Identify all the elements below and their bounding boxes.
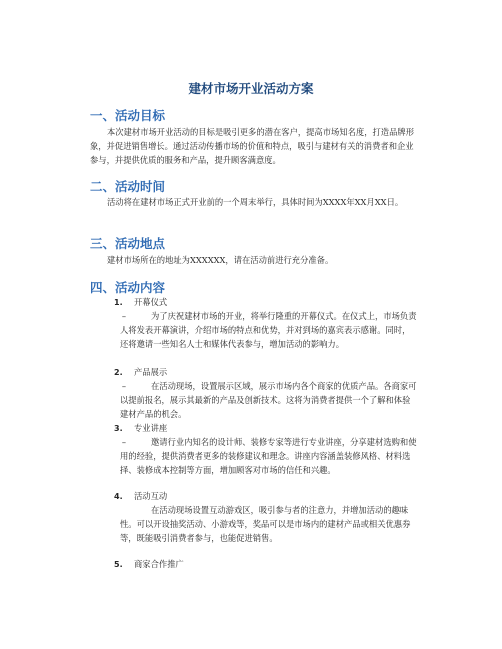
section-heading-location: 三、活动地点 [90,236,166,251]
dash-bullet: – [121,437,127,447]
list-item-detail-text: 在活动现场设置互动游戏区，吸引参与者的注意力，并增加活动的趣味性。可以开设抽奖活动、小游戏等，奖品可以是市场内的建材产品或相关优惠券等，既能吸引消费者参与，也能促进销售。 [120,505,411,543]
list-item-label: 商家合作推广 [134,559,184,569]
list-item-number: 4. [114,492,123,501]
section-heading-time: 二、活动时间 [90,179,166,194]
document-title: 建材市场开业活动方案 [188,81,314,96]
list-item-detail [120,380,418,421]
list-item-detail [120,436,418,477]
list-item-detail [120,504,418,545]
list-item-number: 3. [114,424,123,433]
list-item-detail [120,310,418,351]
list-item-label: 专业讲座 [134,423,168,433]
list-item-detail-text: 为了庆祝建材市场的开业，将举行隆重的开幕仪式。在仪式上，市场负责人将发表开幕演讲，介绍市场的特点和优势，并对到场的嘉宾表示感谢。同时，还将邀请一些知名人士和媒体代表参与，增加活动的影响力。 [120,311,417,349]
dash-bullet: – [121,381,127,391]
list-item-label: 开幕仪式 [134,297,168,307]
list-item-number: 2. [114,368,123,377]
list-item-label: 活动互动 [134,491,168,501]
list-item-number: 1. [114,298,123,307]
section-text-location: 建材市场所在的地址为XXXXXX，请在活动前进行充分准备。 [107,255,334,265]
section-heading-content: 四、活动内容 [90,280,166,295]
section-heading-goal: 一、活动目标 [90,108,166,123]
dash-bullet: – [121,311,127,321]
section-text-time: 活动将在建材市场正式开业前的一个周末举行，具体时间为XXXX年XX月XX日。 [107,197,404,207]
list-item-number: 5. [114,560,123,569]
list-item-label: 产品展示 [134,367,168,377]
section-text-goal: 本次建材市场开业活动的目标是吸引更多的潜在客户，提高市场知名度，打造品牌形象，并促进销售增长。通过活动传播市场的价值和特点，吸引与建材有关的消费者和企业参与，并提供优质的服务和产品，提升顾客满意度。 [90,127,414,165]
list-item-detail-text: 邀请行业内知名的设计师、装修专家等进行专业讲座，分享建材选购和使用的经验，提供消费者更多的装修建议和理念。讲座内容涵盖装修风格、材料选择、装修成本控制等方面，增加顾客对市场的信任和兴趣。 [120,437,417,475]
list-item-detail-text: 在活动现场，设置展示区域，展示市场内各个商家的优质产品。各商家可以提前报名，展示其最新的产品及创新技术。这将为消费者提供一个了解和体验建材产品的机会。 [120,381,417,419]
